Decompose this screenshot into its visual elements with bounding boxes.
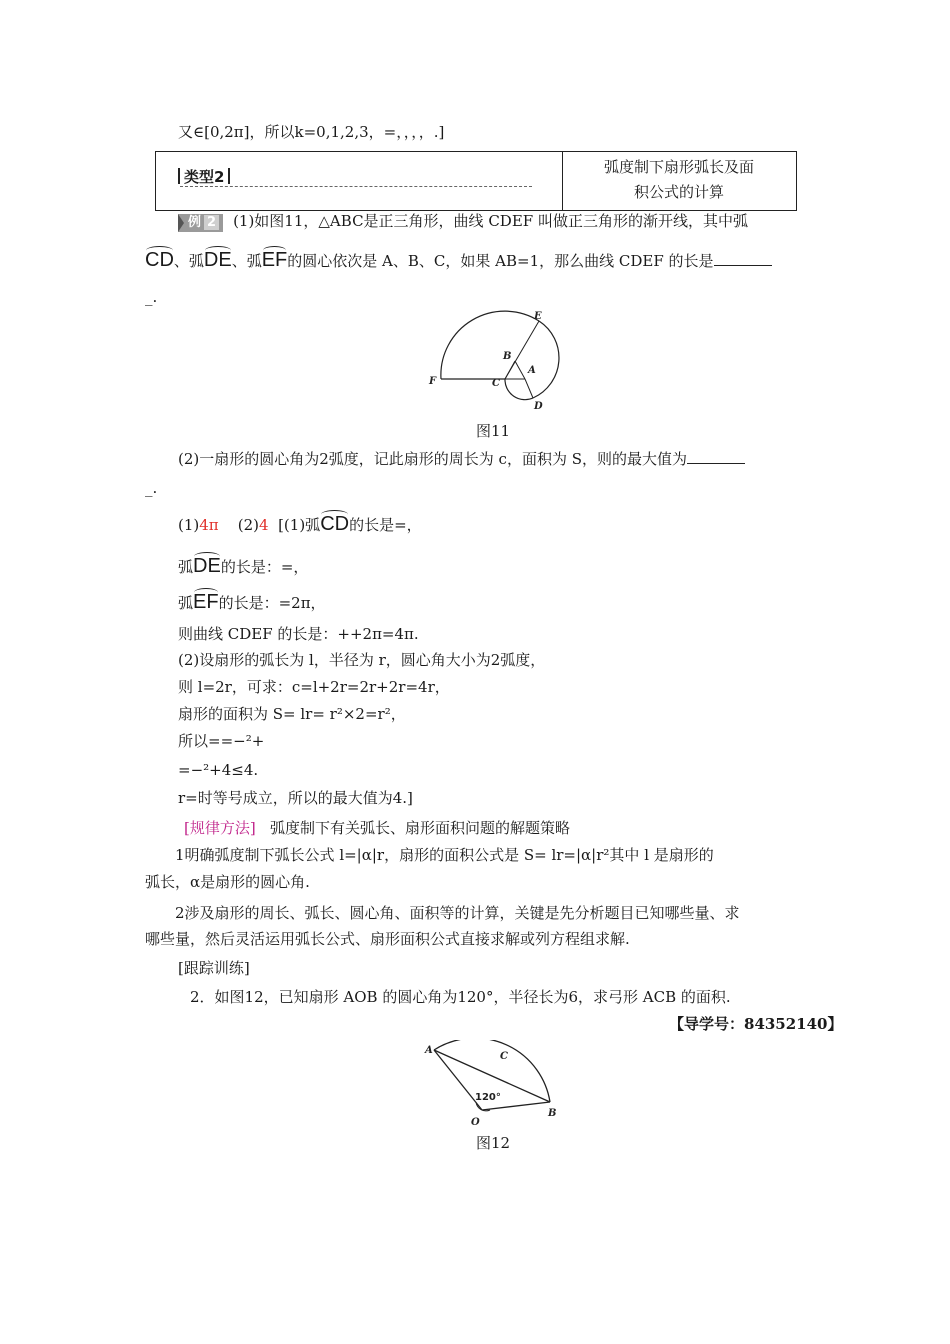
question-1-text: (1)如图11，△ABC是正三角形，曲线 CDEF 叫做正三角形的渐开线，其中弧 [233, 212, 748, 230]
figure-12 [420, 1040, 570, 1130]
method-tag: [规律方法] [184, 819, 256, 837]
guide-number: 【导学号：84352140】 [669, 1015, 843, 1033]
fig12-angle-label: 120° [475, 1092, 501, 1103]
question-1-end: _. [145, 288, 158, 306]
fig11-label-a: A [528, 365, 536, 376]
solution-2-line-4: 所以==−²+ [178, 732, 265, 750]
figure-11 [425, 305, 575, 415]
solution-2-line-6: r=时等号成立，所以的最大值为4.] [178, 789, 413, 807]
dashed-divider [180, 186, 532, 187]
fig11-label-f: F [429, 376, 437, 387]
type-title-line-1: 弧度制下扇形弧长及面 [603, 158, 754, 176]
type-title-line-2: 积公式的计算 [633, 183, 724, 201]
example-line-1 [178, 211, 748, 232]
method-heading [184, 818, 570, 838]
fig11-label-b: B [503, 351, 512, 362]
question-2: (2)一扇形的圆心角为2弧度，记此扇形的周长为 c，面积为 S，则的最大值为 [178, 448, 745, 469]
practice-heading: [跟踪训练] [178, 959, 250, 977]
fig11-label-e: E [534, 311, 542, 322]
answer-1: 4π [199, 516, 219, 534]
solution-2-line-1: (2)设扇形的弧长为 l，半径为 r，圆心角大小为2弧度， [178, 651, 546, 669]
solution-2-line-3: 扇形的面积为 S= lr= r²×2=r²， [178, 705, 406, 723]
answer-blank-2 [687, 448, 745, 464]
arc-de-length: 弧DE的长是：=， [178, 555, 309, 577]
method-point-1b: 弧长，α是扇形的圆心角. [145, 873, 310, 891]
question-3: 2．如图12，已知扇形 AOB 的圆心角为120°，半径长为6，求弓形 ACB 的面积. [190, 988, 731, 1006]
example-number: 2 [204, 215, 219, 230]
type-title [562, 155, 796, 205]
solution-2-line-5: =−²+4≤4. [178, 761, 259, 779]
example-line-2: CD、弧DE、弧EF的圆心依次是 A、B、C，如果 AB=1，那么曲线 CDEF 的长是 [145, 250, 772, 271]
arc-ef-length: 弧EF的长是：=2π， [178, 591, 326, 613]
question-2-end: _. [145, 479, 158, 497]
method-point-1a: 1明确弧度制下弧长公式 l=|α|r，扇形的面积公式是 S= lr=|α|r²其中 l 是扇形的 [175, 846, 714, 864]
solution-2-line-2: 则 l=2r，可求：c=l+2r=2r+2r=4r， [178, 678, 450, 696]
fig12-label-c: C [500, 1051, 508, 1062]
arc-cd: CD [145, 249, 174, 271]
type-box [155, 151, 797, 211]
answer-line: (1)4π (2)4 [(1)弧CD的长是=， [178, 513, 422, 535]
arc-ef: EF [261, 249, 288, 271]
fig12-label-b: B [548, 1108, 557, 1119]
answer-2: 4 [258, 516, 269, 534]
answer-blank [714, 250, 772, 266]
curve-length: 则曲线 CDEF 的长是：++2π=4π. [178, 625, 419, 643]
intro-line: 又∈[0,2π]，所以k=0,1,2,3，=，，，，.] [178, 123, 445, 141]
figure-12-caption: 图12 [476, 1134, 511, 1152]
figure-11-caption: 图11 [476, 422, 511, 440]
method-point-2b: 哪些量，然后灵活运用弧长公式、扇形面积公式直接求解或列方程组求解. [145, 930, 630, 948]
arc-de: DE [203, 249, 232, 271]
fig12-label-a: A [425, 1045, 433, 1056]
fig12-label-o: O [471, 1117, 480, 1128]
type-label: 类型2 [184, 168, 225, 186]
fig11-label-d: D [534, 401, 543, 412]
example-tag: 例 2 [178, 214, 223, 232]
method-point-2a: 2涉及扇形的周长、弧长、圆心角、面积等的计算，关键是先分析题目已知哪些量、求 [175, 904, 740, 922]
method-title: 弧度制下有关弧长、扇形面积问题的解题策略 [270, 819, 571, 837]
fig11-label-c: C [492, 378, 500, 389]
